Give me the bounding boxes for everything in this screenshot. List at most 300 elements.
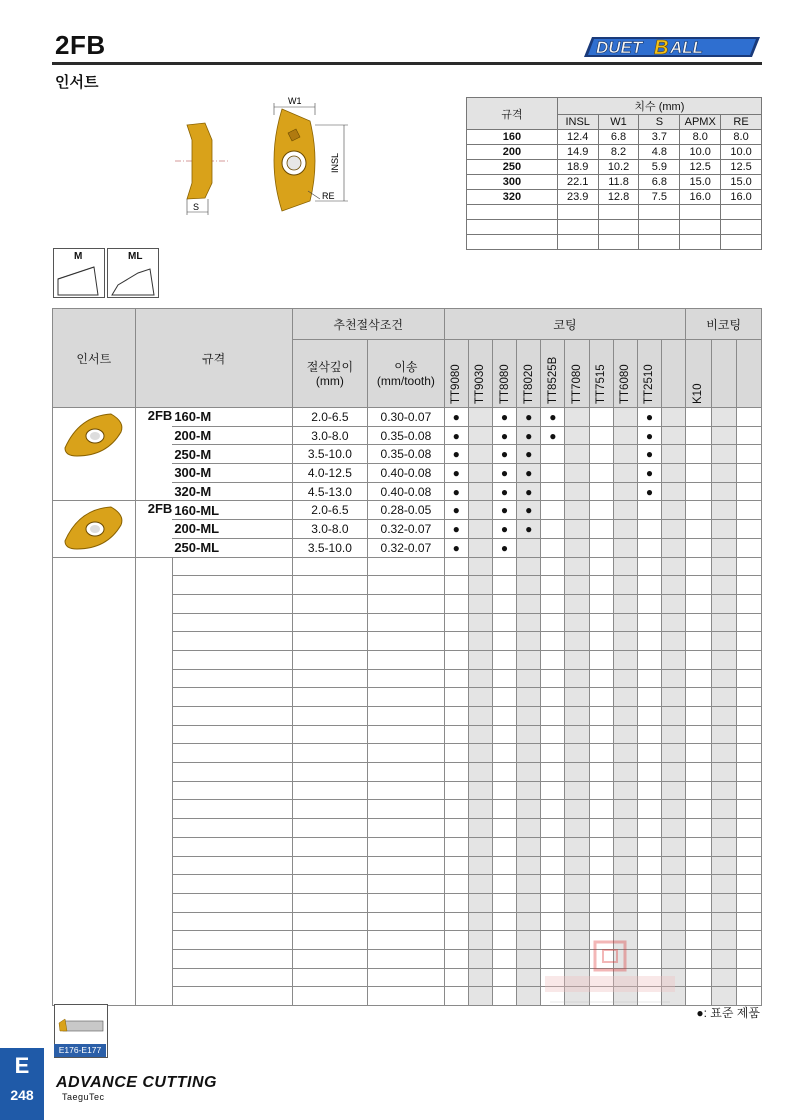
grade-mark	[468, 744, 492, 763]
grade-mark	[468, 931, 492, 950]
grade-mark: ●	[492, 538, 516, 557]
grade-label: TT7515	[595, 364, 608, 404]
dim-cell-insl: 23.9	[557, 190, 598, 205]
grade-mark	[589, 912, 613, 931]
grade-mark	[613, 819, 637, 838]
depth-value	[292, 875, 368, 894]
grade-mark	[736, 538, 761, 557]
dim-col-insl: INSL	[557, 115, 598, 130]
grade-mark	[736, 875, 761, 894]
grade-mark	[468, 856, 492, 875]
grade-header	[565, 340, 589, 408]
grade-mark	[517, 875, 541, 894]
grade-mark	[637, 744, 661, 763]
depth-value: 2.0-6.5	[292, 408, 368, 427]
grade-mark	[711, 931, 736, 950]
grade-mark: ●	[492, 464, 516, 483]
grade-mark	[468, 893, 492, 912]
grade-mark	[565, 426, 589, 445]
col-insert: 인서트	[53, 309, 136, 408]
insert-dimension-drawing	[170, 95, 360, 225]
grade-mark	[662, 800, 686, 819]
depth-value: 3.5-10.0	[292, 445, 368, 464]
grade-label: TT9080	[450, 364, 463, 404]
depth-value	[292, 725, 368, 744]
grade-mark	[444, 800, 468, 819]
grade-mark	[686, 893, 711, 912]
grade-mark	[736, 669, 761, 688]
grade-mark	[686, 707, 711, 726]
grade-mark: ●	[517, 445, 541, 464]
grade-header-empty	[711, 340, 736, 408]
grade-mark	[541, 464, 565, 483]
grade-mark	[613, 594, 637, 613]
grade-mark	[686, 688, 711, 707]
grade-mark	[637, 837, 661, 856]
grade-mark: ●	[444, 482, 468, 501]
grade-mark	[541, 501, 565, 520]
grade-mark	[686, 613, 711, 632]
grade-mark	[492, 875, 516, 894]
grade-mark	[541, 837, 565, 856]
grade-mark	[589, 520, 613, 539]
grade-label: TT8525B	[546, 356, 559, 404]
grade-mark	[541, 707, 565, 726]
grade-mark	[589, 482, 613, 501]
grade-mark	[613, 781, 637, 800]
grade-mark	[444, 763, 468, 782]
grade-mark	[686, 875, 711, 894]
depth-value	[292, 912, 368, 931]
grade-mark	[637, 800, 661, 819]
grade-mark	[686, 763, 711, 782]
grade-mark	[613, 912, 637, 931]
grade-mark	[492, 856, 516, 875]
grade-mark: ●	[637, 426, 661, 445]
grade-mark	[637, 538, 661, 557]
dim-cell-apmx: 12.5	[680, 160, 721, 175]
grade-mark: ●	[492, 482, 516, 501]
grade-mark: ●	[492, 520, 516, 539]
grade-mark	[565, 445, 589, 464]
grade-mark	[492, 613, 516, 632]
dim-col-size: 규격	[467, 98, 558, 130]
dim-cell-size: 160	[467, 130, 558, 145]
designation	[172, 632, 292, 651]
grade-mark	[517, 856, 541, 875]
grade-mark	[468, 837, 492, 856]
dim-row	[467, 130, 762, 145]
grade-mark	[613, 613, 637, 632]
dim-cell-re: 16.0	[721, 190, 762, 205]
grade-header	[589, 340, 613, 408]
grade-mark	[662, 576, 686, 595]
grade-mark	[444, 837, 468, 856]
grade-mark	[613, 445, 637, 464]
dim-cell-w1: 11.8	[598, 175, 639, 190]
designation	[172, 837, 292, 856]
grade-mark	[565, 856, 589, 875]
designation	[172, 968, 292, 987]
col-size: 규격	[135, 309, 292, 408]
dim-cell-size: 300	[467, 175, 558, 190]
col-depth: 절삭깊이 (mm)	[292, 340, 368, 408]
col-coated: 코팅	[444, 309, 686, 340]
grade-mark	[686, 445, 711, 464]
grade-mark	[711, 426, 736, 445]
grade-mark	[468, 426, 492, 445]
grade-mark	[637, 501, 661, 520]
depth-value	[292, 931, 368, 950]
group-prefix: 2FB	[135, 408, 172, 501]
grade-mark	[662, 837, 686, 856]
designation: 320-M	[172, 482, 292, 501]
grade-mark	[686, 501, 711, 520]
grade-label: TT6080	[619, 364, 632, 404]
dim-cell-w1: 6.8	[598, 130, 639, 145]
designation	[172, 576, 292, 595]
grade-mark	[686, 819, 711, 838]
grade-mark	[468, 725, 492, 744]
grade-mark	[589, 763, 613, 782]
dim-cell-s: 3.7	[639, 130, 680, 145]
dim-cell-apmx: 8.0	[680, 130, 721, 145]
grade-mark	[468, 576, 492, 595]
grade-mark	[492, 800, 516, 819]
grade-mark	[686, 987, 711, 1006]
grade-mark	[541, 669, 565, 688]
grade-mark	[468, 688, 492, 707]
grade-mark	[613, 875, 637, 894]
grade-mark	[565, 557, 589, 576]
grade-mark	[736, 426, 761, 445]
designation	[172, 744, 292, 763]
grade-mark	[541, 557, 565, 576]
grade-mark	[736, 800, 761, 819]
grade-mark	[517, 781, 541, 800]
grade-mark	[736, 931, 761, 950]
grade-mark	[468, 875, 492, 894]
feed-value: 0.40-0.08	[368, 464, 445, 483]
grade-mark	[736, 576, 761, 595]
dim-group-header: 치수 (mm)	[557, 98, 761, 115]
feed-value	[368, 781, 445, 800]
designation	[172, 800, 292, 819]
grade-mark	[711, 875, 736, 894]
depth-value	[292, 763, 368, 782]
grade-mark: ●	[444, 501, 468, 520]
grade-mark	[541, 650, 565, 669]
grade-mark	[736, 725, 761, 744]
grade-mark	[686, 800, 711, 819]
grade-mark	[589, 800, 613, 819]
dim-cell-s: 4.8	[639, 145, 680, 160]
feed-value	[368, 912, 445, 931]
depth-value	[292, 669, 368, 688]
grade-mark	[711, 557, 736, 576]
dim-row	[467, 145, 762, 160]
grade-mark	[444, 968, 468, 987]
empty-cell	[467, 205, 558, 220]
chipbreaker-m-label: M	[74, 251, 83, 262]
grade-mark	[711, 594, 736, 613]
grade-mark	[492, 632, 516, 651]
grade-mark	[686, 968, 711, 987]
designation	[172, 688, 292, 707]
grade-mark	[711, 912, 736, 931]
grade-mark: ●	[541, 408, 565, 427]
grade-header	[444, 340, 468, 408]
grade-mark	[517, 632, 541, 651]
dim-cell-s: 6.8	[639, 175, 680, 190]
grade-label: K10	[692, 383, 705, 404]
grade-mark	[662, 856, 686, 875]
grade-mark	[686, 576, 711, 595]
grade-mark	[565, 594, 589, 613]
depth-value	[292, 800, 368, 819]
dim-cell-apmx: 10.0	[680, 145, 721, 160]
grade-mark	[541, 875, 565, 894]
grade-mark	[686, 669, 711, 688]
table-row	[53, 408, 762, 427]
grade-mark	[686, 837, 711, 856]
grade-mark	[565, 501, 589, 520]
grade-mark	[492, 819, 516, 838]
grade-mark	[736, 744, 761, 763]
grade-mark	[565, 781, 589, 800]
grade-mark	[711, 613, 736, 632]
designation: 300-M	[172, 464, 292, 483]
grade-mark	[541, 856, 565, 875]
grade-header-empty	[736, 340, 761, 408]
designation: 250-M	[172, 445, 292, 464]
legend-standard-product: ●: 표준 제품	[696, 1006, 760, 1020]
grade-mark	[662, 482, 686, 501]
grade-mark	[613, 501, 637, 520]
grade-mark	[517, 931, 541, 950]
feed-value: 0.32-0.07	[368, 520, 445, 539]
depth-value: 4.5-13.0	[292, 482, 368, 501]
grade-mark	[711, 856, 736, 875]
grade-mark: ●	[444, 520, 468, 539]
grade-mark	[736, 763, 761, 782]
grade-mark	[444, 893, 468, 912]
depth-value: 4.0-12.5	[292, 464, 368, 483]
grade-mark	[637, 856, 661, 875]
grade-mark	[565, 482, 589, 501]
grade-mark	[711, 520, 736, 539]
feed-value	[368, 837, 445, 856]
depth-value	[292, 557, 368, 576]
grade-mark	[736, 408, 761, 427]
reference-page-link[interactable]: E176-E177	[54, 1044, 106, 1057]
grade-mark	[492, 557, 516, 576]
grade-mark	[711, 482, 736, 501]
feed-value	[368, 725, 445, 744]
grade-mark	[686, 557, 711, 576]
grade-header	[468, 340, 492, 408]
grade-mark	[613, 632, 637, 651]
grade-mark	[444, 632, 468, 651]
grade-mark	[686, 520, 711, 539]
grade-mark	[637, 576, 661, 595]
grade-mark	[517, 669, 541, 688]
svg-text:ALL: ALL	[670, 38, 704, 57]
grade-mark	[541, 725, 565, 744]
grade-mark	[492, 893, 516, 912]
grade-mark	[517, 893, 541, 912]
grade-mark	[492, 744, 516, 763]
feed-value	[368, 594, 445, 613]
grade-mark: ●	[444, 464, 468, 483]
grade-mark	[492, 763, 516, 782]
grade-mark	[686, 949, 711, 968]
designation: 200-ML	[172, 520, 292, 539]
designation	[172, 856, 292, 875]
grade-mark: ●	[492, 445, 516, 464]
grade-mark	[613, 837, 637, 856]
grade-mark	[517, 800, 541, 819]
feed-value	[368, 688, 445, 707]
page-title: 2FB	[55, 30, 106, 60]
grade-mark	[541, 482, 565, 501]
grade-mark	[444, 613, 468, 632]
group-prefix: 2FB	[135, 501, 172, 557]
grade-mark	[492, 949, 516, 968]
grade-label: TT9030	[474, 364, 487, 404]
grade-mark	[736, 968, 761, 987]
grade-mark	[565, 464, 589, 483]
grade-mark	[613, 893, 637, 912]
designation	[172, 613, 292, 632]
designation	[172, 912, 292, 931]
depth-value	[292, 744, 368, 763]
depth-value	[292, 949, 368, 968]
grade-mark	[444, 576, 468, 595]
grade-mark	[637, 520, 661, 539]
grade-mark	[736, 482, 761, 501]
dim-cell-re: 8.0	[721, 130, 762, 145]
grade-mark	[492, 725, 516, 744]
grade-mark	[686, 912, 711, 931]
grade-mark	[541, 819, 565, 838]
grade-mark	[711, 968, 736, 987]
grade-mark	[565, 837, 589, 856]
grade-mark	[686, 408, 711, 427]
grade-mark	[662, 819, 686, 838]
grade-mark	[589, 725, 613, 744]
grade-mark	[589, 819, 613, 838]
designation: 200-M	[172, 426, 292, 445]
grade-mark	[565, 800, 589, 819]
duetball-logo	[584, 34, 762, 60]
grade-mark	[589, 669, 613, 688]
designation	[172, 594, 292, 613]
grade-mark: ●	[517, 520, 541, 539]
grade-mark	[444, 987, 468, 1006]
grade-mark	[613, 725, 637, 744]
grade-mark	[662, 912, 686, 931]
depth-value	[292, 987, 368, 1006]
designation	[172, 931, 292, 950]
grade-mark	[565, 819, 589, 838]
grade-mark	[613, 650, 637, 669]
grade-label: TT2510	[643, 364, 656, 404]
grade-mark	[736, 445, 761, 464]
grade-mark	[711, 576, 736, 595]
grade-mark	[686, 464, 711, 483]
grade-mark	[517, 707, 541, 726]
grade-mark	[468, 669, 492, 688]
grade-mark	[711, 707, 736, 726]
grade-mark	[736, 650, 761, 669]
grade-header	[613, 340, 637, 408]
feed-value	[368, 576, 445, 595]
grade-mark	[444, 819, 468, 838]
grade-mark	[492, 669, 516, 688]
feed-value	[368, 613, 445, 632]
grade-mark	[662, 763, 686, 782]
dim-cell-re: 12.5	[721, 160, 762, 175]
grade-mark	[662, 594, 686, 613]
grade-mark	[711, 445, 736, 464]
grade-mark	[468, 408, 492, 427]
col-cutting-conditions: 추천절삭조건	[292, 309, 444, 340]
grade-mark	[468, 949, 492, 968]
grade-mark: ●	[444, 445, 468, 464]
grade-mark	[637, 669, 661, 688]
feed-value	[368, 819, 445, 838]
grade-mark	[613, 688, 637, 707]
feed-value: 0.40-0.08	[368, 482, 445, 501]
grade-mark	[565, 669, 589, 688]
grade-mark	[613, 482, 637, 501]
grade-mark	[662, 501, 686, 520]
grade-mark	[565, 650, 589, 669]
grade-mark	[517, 725, 541, 744]
grade-mark	[541, 763, 565, 782]
grade-mark	[613, 464, 637, 483]
depth-value	[292, 856, 368, 875]
grade-header	[541, 340, 565, 408]
grade-mark	[662, 707, 686, 726]
grade-mark: ●	[444, 426, 468, 445]
depth-value: 2.0-6.5	[292, 501, 368, 520]
grade-mark	[613, 707, 637, 726]
grade-mark	[468, 520, 492, 539]
grade-mark	[637, 912, 661, 931]
grade-mark	[589, 632, 613, 651]
designation: 160-ML	[172, 501, 292, 520]
grade-mark	[468, 987, 492, 1006]
insert-cell-m	[53, 408, 136, 501]
grade-mark	[637, 594, 661, 613]
dim-cell-size: 250	[467, 160, 558, 175]
col-uncoated: 비코팅	[686, 309, 762, 340]
grade-mark	[541, 912, 565, 931]
grade-mark	[637, 632, 661, 651]
designation	[172, 781, 292, 800]
grade-mark	[686, 931, 711, 950]
grade-mark	[711, 987, 736, 1006]
section-tab	[0, 1048, 44, 1120]
grade-mark: ●	[517, 408, 541, 427]
grade-mark	[444, 856, 468, 875]
grade-mark	[686, 426, 711, 445]
grade-mark	[637, 819, 661, 838]
grade-mark: ●	[444, 538, 468, 557]
grade-mark	[662, 538, 686, 557]
